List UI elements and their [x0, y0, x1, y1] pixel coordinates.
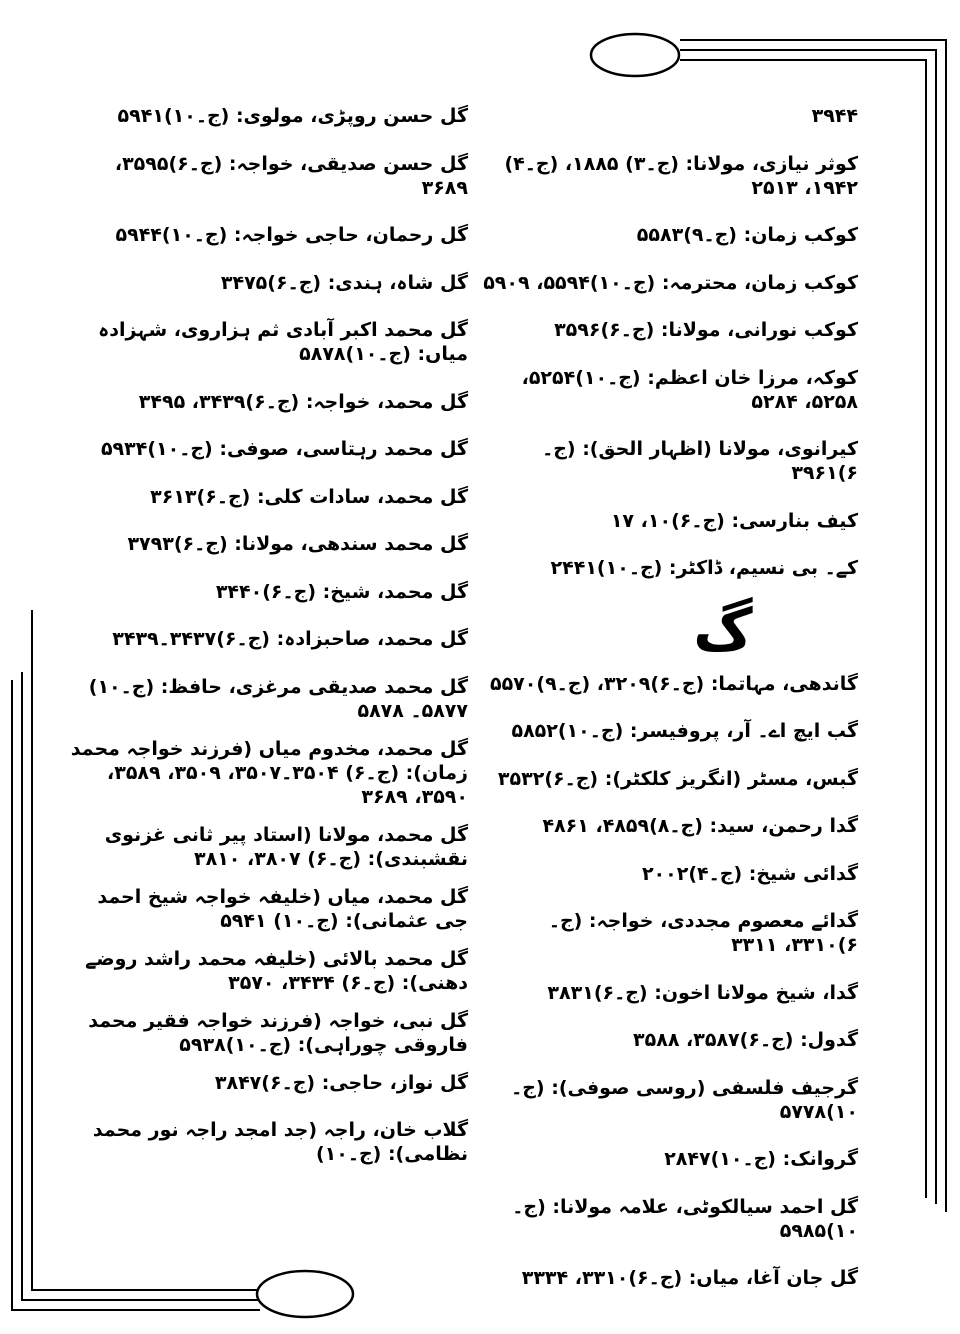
- list-item: گاندھی، مہاتما: (ج۔۶)۳۲۰۹، (ج۔۹)۵۵۷۰: [489, 672, 858, 695]
- list-item: گبس، مسٹر (انگریز کلکٹر): (ج۔۶)۳۵۳۲: [497, 767, 858, 790]
- list-item: گدائی شیخ: (ج۔۴)۲۰۰۲: [641, 862, 858, 885]
- list-item: گروانک: (ج۔۱۰)۲۸۴۷: [664, 1148, 858, 1170]
- list-item: گل محمد بالائی (خلیفہ محمد راشد روضے دھنی): (ج۔۶) ۳۴۳۴، ۳۵۷۰: [85, 947, 468, 994]
- list-item: گل محمد، مخدوم میاں (فرزند خواجہ محمد زمان): (ج۔۶) ۳۵۰۴۔۳۵۰۷، ۳۵۰۹، ۳۵۸۹، ۳۵۹۰، ۳۶۸۹: [70, 737, 468, 808]
- list-item: گل محمد سندھی، مولانا: (ج۔۶)۳۷۹۳: [127, 533, 468, 555]
- list-item: گل محمد، میاں (خلیفہ خواجہ شیخ احمد جی عثمانی): (ج۔۱۰) ۵۹۴۱: [97, 885, 468, 932]
- list-item: گل محمد، شیخ: (ج۔۶)۳۴۴۰: [215, 580, 468, 603]
- list-item: گدا رحمن، سید: (ج۔۸)۴۸۵۹، ۴۸۶۱: [542, 815, 858, 837]
- list-item: کوثر نیازی، مولانا: (ج۔۳) ۱۸۸۵، (ج۔۴) ۱۹۴۲، ۲۵۱۳: [504, 152, 858, 199]
- list-item: گدائے معصوم مجددی، خواجہ: (ج۔۶)۳۳۱۰، ۳۳۱۱: [548, 910, 858, 956]
- list-item: کوکب زمان، محترمہ: (ج۔۱۰)۵۵۹۴، ۵۹۰۹: [483, 271, 858, 294]
- list-item: گب ایچ اے۔ آر، پروفیسر: (ج۔۱۰)۵۸۵۲: [511, 720, 858, 742]
- right-column: [478, 104, 858, 1314]
- list-item: گدول: (ج۔۶)۳۵۸۷، ۳۵۸۸: [633, 1029, 858, 1051]
- list-item: گل محمد، خواجہ: (ج۔۶)۳۴۳۹، ۳۴۹۵: [138, 390, 468, 413]
- list-item: گل رحمان، حاجی خواجہ: (ج۔۱۰)۵۹۴۴: [115, 224, 468, 246]
- list-item: گل شاہ، ہندی: (ج۔۶)۳۴۷۵: [220, 271, 468, 294]
- list-item: کیف بنارسی: (ج۔۶)۱۰، ۱۷: [610, 509, 858, 532]
- list-item: کوکب نورانی، مولانا: (ج۔۶)۳۵۹۶: [554, 319, 858, 341]
- list-item: گل محمد، سادات کلی: (ج۔۶)۳۶۱۳: [150, 485, 468, 508]
- list-item: کوکب زمان: (ج۔۹)۵۵۸۳: [636, 224, 858, 246]
- list-item: گل محمد، مولانا (استاد پیر ثانی غزنوی نقشبندی): (ج۔۶) ۳۸۰۷، ۳۸۱۰: [104, 823, 468, 870]
- list-item: کوکہ، مرزا خان اعظم: (ج۔۱۰)۵۲۵۴، ۵۲۵۸، ۵۲۸۴: [521, 366, 858, 413]
- left-column: [68, 104, 468, 1190]
- list-item: گل نبی، خواجہ (فرزند خواجہ فقیر محمد فاروقی چوراہی): (ج۔۱۰)۵۹۳۸: [88, 1009, 468, 1056]
- top-ornament: [591, 34, 679, 76]
- list-item: کے۔ بی نسیم، ڈاکٹر: (ج۔۱۰)۲۴۴۱: [550, 557, 858, 579]
- list-item: گرجیف فلسفی (روسی صوفی): (ج۔۱۰)۵۷۷۸: [511, 1076, 858, 1123]
- list-item: گل محمد اکبر آبادی ثم ہزاروی، شہزادہ میاں: (ج۔۱۰)۵۸۷۸: [98, 319, 468, 365]
- list-item: کیرانوی، مولانا (اظہار الحق): (ج۔۶)۳۹۶۱: [542, 438, 858, 484]
- list-item: گل محمد صدیقی مرغزی، حافظ: (ج۔۱۰) ۵۸۷۷۔ ۵۸۷۸: [88, 675, 468, 722]
- list-item: گل حسن صدیقی، خواجہ: (ج۔۶)۳۵۹۵، ۳۶۸۹: [114, 152, 468, 199]
- list-item: گل محمد، صاحبزادہ: (ج۔۶)۳۴۳۷۔۳۴۳۹: [112, 628, 468, 650]
- list-item: گل نواز، حاجی: (ج۔۶)۳۸۴۷: [214, 1071, 468, 1094]
- list-item: گل محمد رہتاسی، صوفی: (ج۔۱۰)۵۹۳۴: [100, 438, 468, 460]
- list-item: گل حسن روپڑی، مولوی: (ج۔۱۰)۵۹۴۱: [117, 105, 468, 127]
- list-item: گل جان آغا، میاں: (ج۔۶)۳۳۱۰، ۳۳۳۴: [521, 1267, 858, 1289]
- bottom-ornament: [257, 1271, 353, 1317]
- list-item: گدا، شیخ مولانا اخون: (ج۔۶)۳۸۳۱: [547, 981, 858, 1004]
- section-letter-heading: گ: [693, 595, 753, 664]
- list-item: گل احمد سیالکوٹی، علامہ مولانا: (ج۔۱۰)۵۹۸۵: [512, 1195, 858, 1242]
- list-item: ۳۹۴۴: [811, 105, 858, 127]
- list-item: گلاب خان، راجہ (جد امجد راجہ نور محمد نظامی): (ج۔۱۰): [92, 1119, 468, 1165]
